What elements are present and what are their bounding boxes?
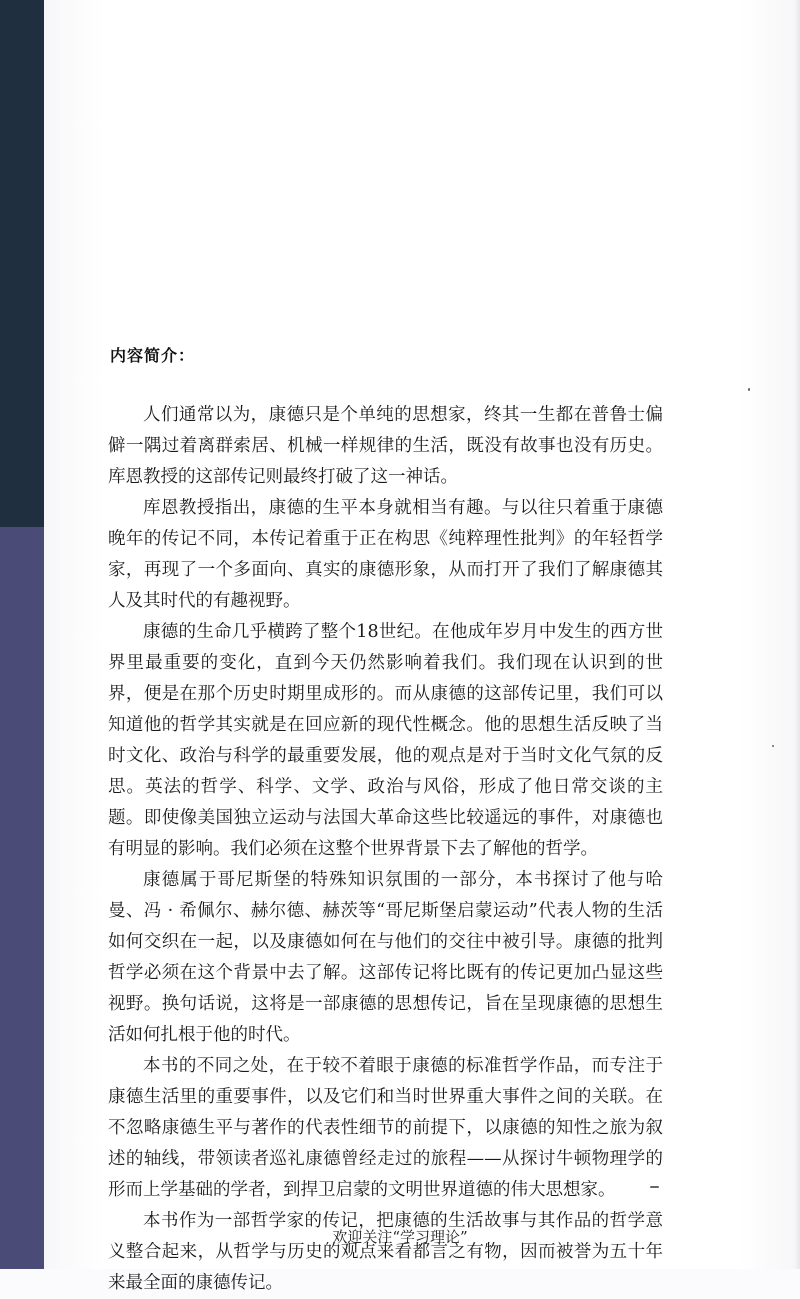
- scan-speck: [650, 1186, 659, 1188]
- synopsis-paragraph: 人们通常以为，康德只是个单纯的思想家，终其一生都在普鲁士偏僻一隅过着离群索居、机械一样规律的生活，既没有故事也没有历史。库恩教授的这部传记则最终打破了这一神话。: [108, 405, 663, 487]
- synopsis-heading: 内容简介：: [110, 346, 196, 365]
- synopsis-body: [108, 400, 663, 1299]
- book-spine-dark: [0, 0, 44, 527]
- synopsis-paragraph: 本书作为一部哲学家的传记，把康德的生活故事与其作品的哲学意义整合起来，从哲学与历史的观点来看都言之有物，因而被誉为五十年来最全面的康德传记。: [108, 1211, 663, 1293]
- synopsis-paragraph: 康德属于哥尼斯堡的特殊知识氛围的一部分，本书探讨了他与哈曼、冯 · 希佩尔、赫尔德、赫茨等“哥尼斯堡启蒙运动”代表人物的生活如何交织在一起，以及康德如何在与他们的交往中被引导。康德的批判哲学必须在这个背景中去了解。这部传记将比既有的传记更加凸显这些视野。换句话说，这将是一部康德的思想传记，旨在呈现康德的思想生活如何扎根于他的时代。: [108, 870, 663, 1045]
- page-edge-shadow: [794, 0, 800, 1269]
- synopsis-paragraph: 康德的生命几乎横跨了整个18世纪。在他成年岁月中发生的西方世界里最重要的变化，直到今天仍然影响着我们。我们现在认识到的世界，便是在那个历史时期里成形的。而从康德的这部传记里，我们可以知道他的哲学其实就是在回应新的现代性概念。他的思想生活反映了当时文化、政治与科学的最重要发展，他的观点是对于当时文化气氛的反思。英法的哲学、科学、文学、政治与风俗，形成了他日常交谈的主题。即使像美国独立运动与法国大革命这些比较遥远的事件，对康德也有明显的影响。我们必须在这整个世界背景下去了解他的哲学。: [108, 622, 663, 859]
- synopsis-paragraph: 本书的不同之处，在于较不着眼于康德的标准哲学作品，而专注于康德生活里的重要事件，以及它们和当时世界重大事件之间的关联。在不忽略康德生平与著作的代表性细节的前提下，以康德的知性之旅为叙述的轴线，带领读者巡礼康德曾经走过的旅程——从探讨牛顿物理学的形而上学基础的学者，到捍卫启蒙的文明世界道德的伟大思想家。: [108, 1056, 663, 1200]
- book-spine-purple: [0, 527, 44, 1269]
- scan-speck: [772, 745, 774, 747]
- scan-speck: [748, 388, 750, 391]
- synopsis-paragraph: 库恩教授指出，康德的生平本身就相当有趣。与以往只着重于康德晚年的传记不同，本传记着重于正在构思《纯粹理性批判》的年轻哲学家，再现了一个多面向、真实的康德形象，从而打开了我们了解康德其人及其时代的有趣视野。: [108, 498, 663, 611]
- footer-note: 欢迎关注“学习理论”: [332, 1228, 468, 1246]
